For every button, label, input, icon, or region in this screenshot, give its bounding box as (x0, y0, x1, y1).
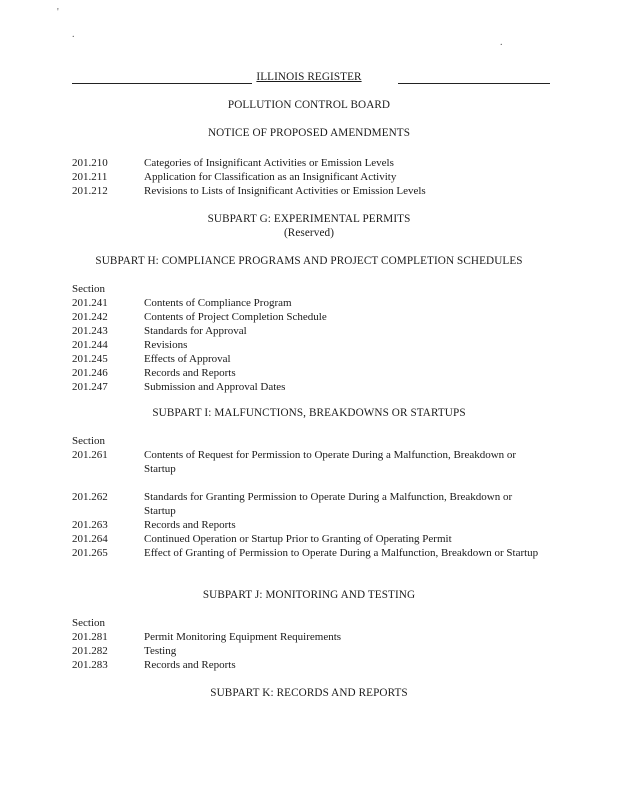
register-title: ILLINOIS REGISTER (256, 71, 362, 83)
scan-mark: . (500, 37, 503, 48)
subpart-i-title: SUBPART I: MALFUNCTIONS, BREAKDOWNS OR STARTUPS (152, 407, 466, 419)
section-number: 201.212 (72, 185, 108, 197)
notice-title: NOTICE OF PROPOSED AMENDMENTS (207, 127, 411, 139)
section-number: 201.283 (72, 659, 108, 671)
section-number: 201.262 (72, 491, 108, 503)
section-number: 201.264 (72, 533, 108, 545)
section-number: 201.261 (72, 449, 108, 461)
subpart-h-title: SUBPART H: COMPLIANCE PROGRAMS AND PROJECT COMPLETION SCHEDULES (95, 255, 523, 267)
section-title: Submission and Approval Dates (144, 381, 286, 393)
section-title: Records and Reports (144, 367, 236, 379)
section-title: Contents of Request for Permission to Operate During a Malfunction, Breakdown or Startup (144, 449, 517, 475)
section-label: Section (72, 283, 105, 295)
section-number: 201.263 (72, 519, 108, 531)
section-title: Revisions (144, 339, 188, 351)
section-title: Effects of Approval (144, 353, 231, 365)
subpart-g-note: (Reserved) (283, 227, 335, 239)
section-title: Standards for Approval (144, 325, 247, 337)
section-title: Categories of Insignificant Activities or Emission Levels (144, 157, 394, 169)
section-number: 201.242 (72, 311, 108, 323)
section-number: 201.281 (72, 631, 108, 643)
section-number: 201.243 (72, 325, 108, 337)
section-title: Permit Monitoring Equipment Requirements (144, 631, 342, 643)
subpart-j-title: SUBPART J: MONITORING AND TESTING (202, 589, 416, 601)
section-number: 201.241 (72, 297, 108, 309)
board-title: POLLUTION CONTROL BOARD (227, 99, 391, 111)
section-number: 201.246 (72, 367, 108, 379)
scan-mark: . (72, 29, 75, 40)
section-number: 201.265 (72, 547, 108, 559)
section-number: 201.282 (72, 645, 108, 657)
section-number: 201.211 (72, 171, 108, 183)
section-number: 201.245 (72, 353, 108, 365)
section-label: Section (72, 617, 105, 629)
scan-mark: ' (57, 7, 59, 18)
section-title: Testing (144, 645, 177, 657)
section-number: 201.244 (72, 339, 108, 351)
section-number: 201.247 (72, 381, 108, 393)
subpart-g-title: SUBPART G: EXPERIMENTAL PERMITS (207, 213, 411, 225)
section-title: Effect of Granting of Permission to Operate During a Malfunction, Breakdown or Startup (144, 547, 539, 559)
section-title: Continued Operation or Startup Prior to Granting of Operating Permit (144, 533, 452, 545)
section-title: Records and Reports (144, 519, 236, 531)
section-title: Revisions to Lists of Insignificant Activities or Emission Levels (144, 185, 426, 197)
section-title: Contents of Compliance Program (144, 297, 292, 309)
section-title: Standards for Granting Permission to Operate During a Malfunction, Breakdown or Startup (144, 491, 513, 517)
section-title: Contents of Project Completion Schedule (144, 311, 327, 323)
section-label: Section (72, 435, 105, 447)
section-number: 201.210 (72, 157, 108, 169)
section-title: Records and Reports (144, 659, 236, 671)
subpart-k-title: SUBPART K: RECORDS AND REPORTS (210, 687, 408, 699)
section-title: Application for Classification as an Insignificant Activity (144, 171, 397, 183)
